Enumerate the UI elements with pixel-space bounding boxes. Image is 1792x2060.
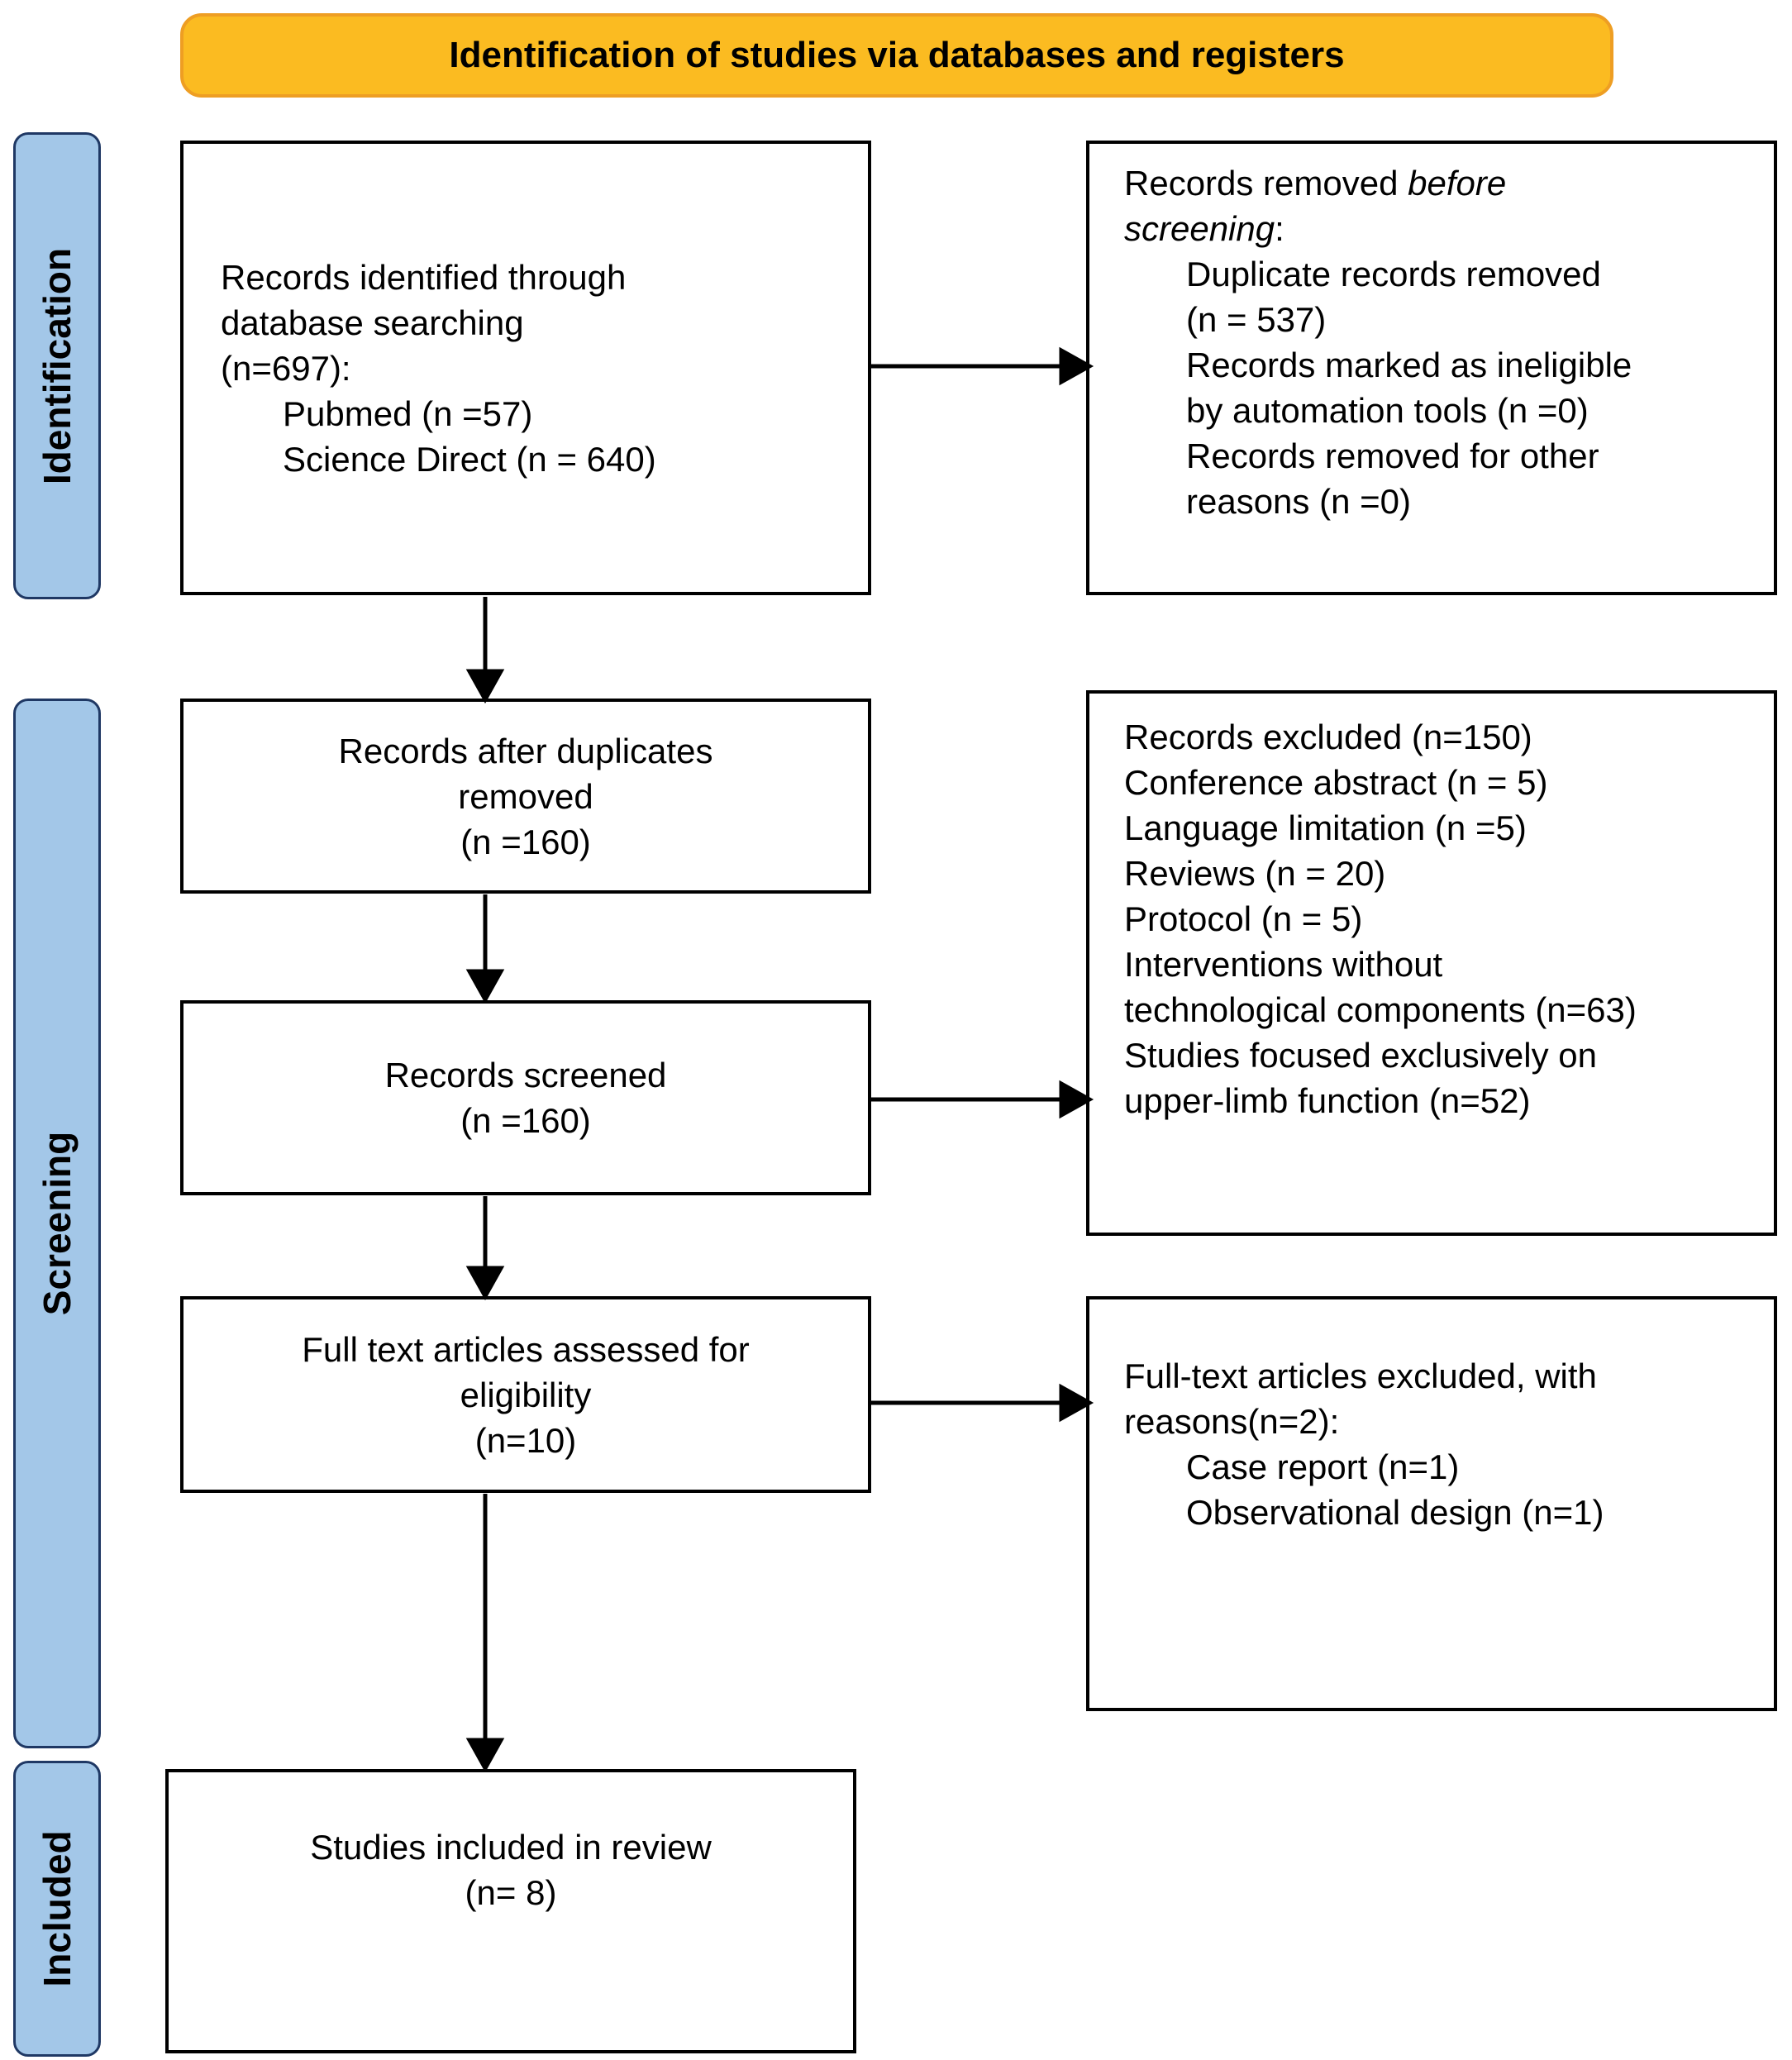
stage-label-identification-text: Identification: [36, 247, 79, 484]
text-line: (n =160): [460, 822, 591, 861]
box-records-after-duplicates: [180, 699, 871, 894]
text-line: Science Direct (n = 640): [283, 439, 656, 479]
text-segment-italic: before: [1408, 164, 1507, 203]
text-line: Conference abstract (n = 5): [1124, 763, 1548, 802]
box-fulltext-assessed: [180, 1296, 871, 1493]
text-segment-italic: screening: [1124, 209, 1275, 248]
text-line: Full-text articles excluded, with: [1124, 1357, 1597, 1395]
text-segment: :: [1275, 209, 1284, 248]
arrow-identified-to-after-duplicates: [469, 597, 501, 699]
text-line: Duplicate records removed: [1186, 255, 1601, 293]
text-line: (n=697):: [221, 348, 351, 388]
box-studies-included: [165, 1769, 856, 2053]
text-line: Observational design (n=1): [1186, 1493, 1604, 1532]
text-line: Full text articles assessed for: [302, 1329, 750, 1369]
stage-label-included-text: Included: [36, 1830, 79, 1987]
text-line: removed: [458, 776, 593, 816]
text-line: Records screened: [384, 1056, 667, 1094]
text-line: reasons (n =0): [1186, 482, 1411, 521]
text-line: reasons(n=2):: [1124, 1402, 1340, 1441]
stage-label-included: [13, 1761, 101, 2057]
text-line: Case report (n=1): [1186, 1447, 1460, 1486]
text-line: Studies focused exclusively on: [1124, 1036, 1597, 1075]
text-line: (n= 8): [465, 1873, 557, 1912]
stage-label-identification: [13, 132, 101, 599]
box-records-screened: [180, 1000, 871, 1195]
text-line: Records identified through: [221, 257, 627, 297]
box-fulltext-excluded: [1086, 1296, 1777, 1711]
stage-label-screening: [13, 699, 101, 1748]
arrow-identified-to-removed: [871, 350, 1089, 382]
text-line: Reviews (n = 20): [1124, 854, 1386, 893]
text-line: [1124, 206, 1757, 251]
text-line: Pubmed (n =57): [283, 393, 533, 433]
text-line: technological components (n=63): [1124, 990, 1637, 1029]
text-line: Records removed for other: [1186, 436, 1599, 475]
text-line: Language limitation (n =5): [1124, 808, 1527, 847]
text-line: (n =160): [460, 1101, 591, 1140]
text-line: database searching: [221, 303, 524, 342]
box-records-removed-before-screening: [1086, 141, 1777, 595]
arrow-screened-to-excluded: [871, 1084, 1089, 1115]
text-line: (n=10): [474, 1420, 577, 1460]
text-line: by automation tools (n =0): [1186, 391, 1589, 430]
arrow-fulltext-to-included: [469, 1494, 501, 1768]
arrow-screened-to-fulltext: [469, 1196, 501, 1296]
box-records-identified: [180, 141, 871, 595]
text-line: Studies included in review: [310, 1828, 712, 1867]
arrow-after-duplicates-to-screened: [469, 894, 501, 999]
stage-label-screening-text: Screening: [36, 1131, 79, 1316]
text-line: Records marked as ineligible: [1186, 346, 1632, 384]
text-line: Protocol (n = 5): [1124, 899, 1363, 938]
text-line: upper-limb function (n=52): [1124, 1081, 1531, 1120]
diagram-title-text: Identification of studies via databases and registers: [449, 35, 1345, 75]
text-segment: Records removed: [1124, 164, 1408, 203]
text-line: Records after duplicates: [338, 731, 713, 770]
text-line: (n = 537): [1186, 300, 1327, 339]
diagram-title: [180, 13, 1613, 98]
text-line: eligibility: [460, 1375, 592, 1414]
box-records-excluded: [1086, 690, 1777, 1236]
text-line: Interventions without: [1124, 945, 1443, 984]
arrow-fulltext-to-fulltext-excluded: [871, 1387, 1089, 1419]
text-line: [1124, 160, 1757, 206]
text-line: Records excluded (n=150): [1124, 718, 1532, 756]
